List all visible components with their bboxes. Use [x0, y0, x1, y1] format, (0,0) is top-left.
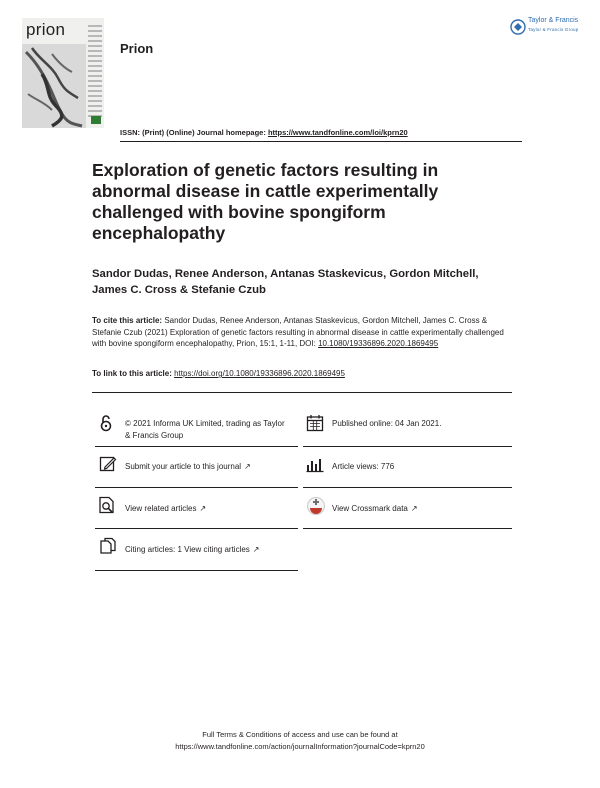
citation-text: Sandor Dudas, Renee Anderson, Antanas Staskevicus, Gordon Mitchell, James C. Cross & Stefanie Czub (2021) Exploration of genetic factors resulting in abnormal disease in cattle experimentally challenged with bovine spongiform encephalopathy, Prion, 15:1, 1-11, DOI:	[92, 316, 504, 349]
divider-top	[120, 141, 522, 142]
submit-article-link[interactable]	[125, 461, 251, 473]
divider-row-2-right	[303, 487, 512, 488]
journal-cover	[22, 18, 104, 128]
citation-doi-link[interactable]: 10.1080/19336896.2020.1869495	[318, 339, 439, 349]
related-articles-icon	[98, 496, 116, 514]
citation-block	[92, 315, 512, 350]
article-views-text: Article views: 776	[332, 462, 395, 471]
article-doi-url[interactable]: https://doi.org/10.1080/19336896.2020.1869495	[174, 369, 345, 378]
external-link-icon: ↗	[244, 462, 251, 471]
divider-row-2-left	[95, 487, 298, 488]
crossmark-label: View Crossmark data	[332, 504, 408, 513]
divider-mid	[92, 392, 512, 393]
publisher-logo-group: Taylor & Francis Group	[528, 27, 579, 32]
issn-line	[120, 128, 408, 137]
divider-row-3-left	[95, 528, 298, 529]
footer	[0, 729, 600, 752]
related-articles-link[interactable]	[125, 503, 206, 515]
crossmark-link[interactable]	[332, 503, 418, 515]
calendar-icon	[306, 414, 324, 432]
citing-articles-icon	[99, 537, 117, 555]
citation-label: To cite this article:	[92, 316, 163, 325]
divider-row-1-right	[303, 446, 512, 447]
journal-homepage-link[interactable]: https://www.tandfonline.com/loi/kprn20	[267, 128, 408, 137]
copyright-text: © 2021 Informa UK Limited, trading as Taylor & Francis Group	[125, 419, 285, 440]
publisher-logo-name: Taylor & Francis	[528, 17, 579, 24]
submit-pencil-icon	[99, 455, 117, 473]
related-articles-label: View related articles	[125, 504, 197, 513]
submit-article-label: Submit your article to this journal	[125, 462, 242, 471]
open-access-lock-icon	[97, 414, 115, 432]
article-link-line	[92, 369, 345, 378]
external-link-icon: ↗	[252, 545, 260, 554]
divider-row-4-left	[95, 570, 298, 571]
divider-row-3-right	[303, 528, 512, 529]
cover-title: prion	[26, 20, 66, 39]
citing-articles-link[interactable]	[125, 544, 260, 556]
article-title: Exploration of genetic factors resulting in abnormal disease in cattle experimentally challenged with bovine spongiform encephalopathy	[92, 160, 439, 243]
published-online-text: Published online: 04 Jan 2021.	[332, 419, 442, 428]
article-views-bar-chart-icon	[306, 455, 324, 473]
cover-contents-strip	[88, 22, 102, 122]
external-link-icon: ↗	[199, 504, 207, 513]
issn-label: ISSN: (Print) (Online) Journal homepage:	[120, 128, 268, 137]
crossmark-icon	[306, 496, 326, 516]
journal-name: Prion	[120, 41, 154, 56]
cover-badge	[91, 116, 101, 124]
external-link-icon: ↗	[410, 504, 418, 513]
divider-row-1-left	[95, 446, 298, 447]
footer-terms-url[interactable]: https://www.tandfonline.com/action/journalInformation?journalCode=kprn20	[175, 741, 425, 751]
article-authors: Sandor Dudas, Renee Anderson, Antanas Staskevicus, Gordon Mitchell, James C. Cross & Stefanie Czub	[92, 268, 479, 296]
article-link-label: To link to this article:	[92, 369, 175, 378]
footer-terms-text: Full Terms & Conditions of access and use can be found at	[202, 730, 398, 739]
citing-articles-label: Citing articles: 1 View citing articles	[125, 545, 250, 554]
cover-image	[22, 44, 86, 128]
